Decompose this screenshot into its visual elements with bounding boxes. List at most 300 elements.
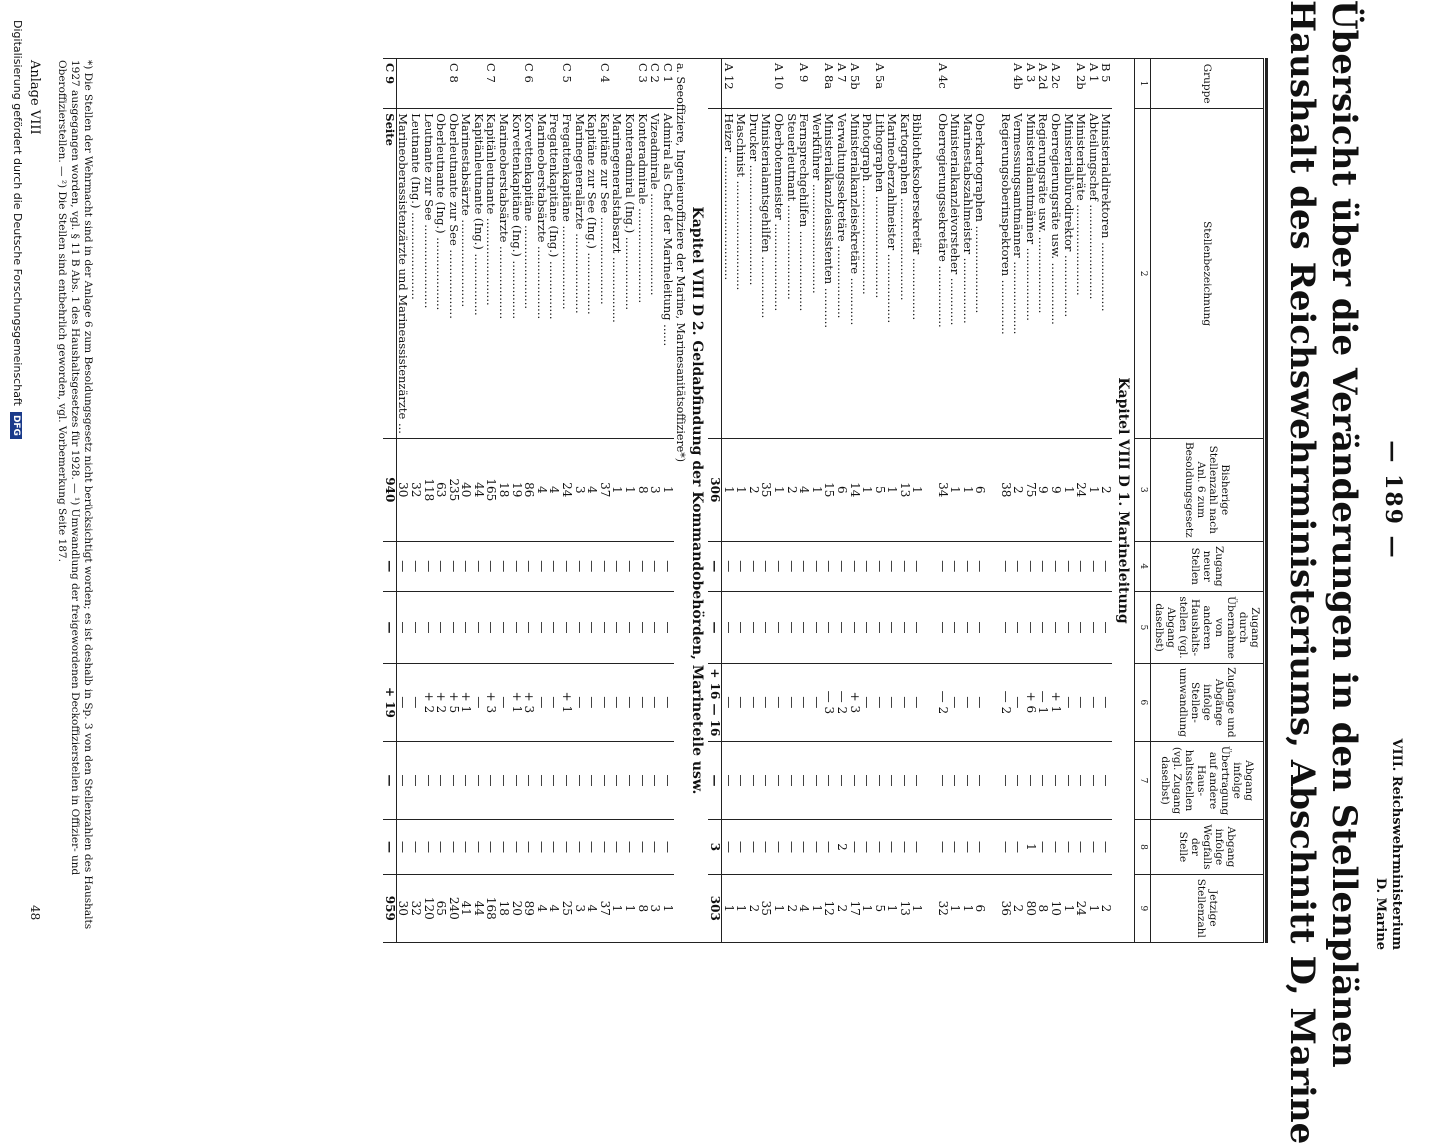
value-cell: 4 — [586, 874, 599, 942]
value-cell: + 3 — [848, 664, 861, 742]
value-cell: — — [586, 541, 599, 591]
sum-cell: 3 — [708, 820, 721, 874]
value-cell: 3 — [573, 438, 586, 541]
value-cell: — — [772, 741, 785, 819]
section-header — [1372, 738, 1404, 950]
group-cell — [409, 59, 422, 109]
sum-cell: — — [708, 741, 721, 819]
position-cell: Marineoberassistenzärzte und Marineassistenzärzte ... — [396, 109, 409, 439]
value-cell: — — [636, 664, 649, 742]
table-row — [1087, 59, 1100, 943]
group-cell — [974, 59, 987, 109]
table-row — [722, 59, 735, 943]
value-cell: — — [898, 664, 911, 742]
group-cell — [886, 59, 899, 109]
group-cell: A 4c — [936, 59, 949, 109]
value-cell: 9 — [1049, 438, 1062, 541]
value-cell: + 1 — [1049, 664, 1062, 742]
value-cell: — — [510, 541, 523, 591]
value-cell: 4 — [535, 874, 548, 942]
value-cell: — — [810, 541, 823, 591]
value-cell: — — [936, 591, 949, 663]
position-cell: Kapitänleutnante ........................ — [485, 109, 498, 439]
value-cell: — — [810, 820, 823, 874]
table-row — [898, 59, 911, 943]
value-cell: — — [523, 541, 536, 591]
value-cell: — — [798, 664, 811, 742]
page-number: — 189 — — [1380, 440, 1406, 560]
value-cell: 1 — [623, 874, 636, 942]
group-cell — [498, 59, 511, 109]
position-cell: Admiral als Chef der Marineleitung ...... — [661, 109, 674, 439]
group-cell — [472, 59, 485, 109]
value-cell: 1 — [722, 874, 735, 942]
value-cell: 240 — [447, 874, 460, 942]
value-cell: — — [611, 741, 624, 819]
value-cell: — — [898, 820, 911, 874]
value-cell: — — [798, 541, 811, 591]
value-cell: — — [396, 591, 409, 663]
value-cell: — — [760, 591, 773, 663]
table-row — [409, 59, 422, 943]
table-row — [523, 59, 536, 943]
table-row — [999, 59, 1012, 943]
value-cell: 1 — [772, 874, 785, 942]
value-cell: 1 — [661, 874, 674, 942]
value-cell: — — [661, 820, 674, 874]
value-cell: 2 — [1012, 874, 1025, 942]
value-cell: 8 — [1037, 874, 1050, 942]
value-cell: — — [472, 741, 485, 819]
value-cell: — — [961, 591, 974, 663]
sum-row-2 — [383, 59, 396, 943]
value-cell: — — [785, 664, 798, 742]
value-cell: 2 — [747, 874, 760, 942]
footnote: *) Die Stellen der Wehrmacht sind in der Anlage 6 zum Besoldungsgesetz nicht berücksichtigt worden; es ist deshalb in Sp. 3 von den Stellenzahlen des Haushalts 1927 ausgegangen worden, vgl. § 11 B Abs. 1 des Haushaltsgesetzes für 1928. — ¹) Umwandlung der freigewordenen Deckoffizierstellen in Offizier- und Oberoffizierstellen. — ²) Die Stellen sind entbehrlich geworden, vgl. Vorbemerkung Seite 187. — [56, 60, 94, 930]
column-number-3: 3 — [1135, 438, 1151, 541]
value-cell: — — [999, 741, 1012, 819]
value-cell: 5 — [873, 874, 886, 942]
value-cell: 165 — [485, 438, 498, 541]
value-cell: — — [535, 664, 548, 742]
value-cell: — — [747, 820, 760, 874]
value-cell: 5 — [873, 438, 886, 541]
table-row — [460, 59, 473, 943]
sum-cell: Seite — [383, 109, 396, 439]
value-cell: — — [823, 741, 836, 819]
value-cell: 6 — [974, 438, 987, 541]
group-cell — [999, 59, 1012, 109]
value-cell: — — [949, 664, 962, 742]
value-cell: — — [1024, 541, 1037, 591]
position-cell: Ministerialkanzleisekretäre ............. — [848, 109, 861, 439]
value-cell: — — [873, 541, 886, 591]
position-cell: Ministerialräte ......................... — [1075, 109, 1088, 439]
value-cell: — — [586, 664, 599, 742]
value-cell: 34 — [936, 438, 949, 541]
section-heading-1-text: Kapitel VIII D 1. Marineleitung — [1112, 59, 1135, 943]
value-cell: — — [785, 541, 798, 591]
value-cell: 10 — [1049, 874, 1062, 942]
value-cell — [924, 874, 937, 942]
position-cell: Marinegeneralstabsarzt .................. — [611, 109, 624, 439]
position-cell: Konteradmiral (Ing.) .................... — [623, 109, 636, 439]
value-cell: — — [735, 820, 748, 874]
value-cell: — — [409, 741, 422, 819]
value-cell: + 2 — [435, 664, 448, 742]
value-cell: — — [722, 591, 735, 663]
value-cell: — — [1037, 820, 1050, 874]
value-cell: — — [961, 664, 974, 742]
table-row — [598, 59, 611, 943]
position-cell: Maschinist .............................. — [735, 109, 748, 439]
position-cell: Marinestabszahlmeister .................. — [961, 109, 974, 439]
value-cell: — — [1049, 591, 1062, 663]
value-cell: — — [886, 664, 899, 742]
value-cell: — — [735, 664, 748, 742]
group-cell: A 2b — [1075, 59, 1088, 109]
value-cell: — — [623, 741, 636, 819]
sum-cell: — — [708, 541, 721, 591]
value-cell: — — [447, 591, 460, 663]
value-cell: — — [485, 741, 498, 819]
value-cell: — — [422, 591, 435, 663]
value-cell: — — [1012, 741, 1025, 819]
value-cell: 36 — [999, 874, 1012, 942]
value-cell: 24 — [1075, 438, 1088, 541]
value-cell — [924, 664, 937, 742]
position-cell: Leutnante (Ing.) ........................ — [409, 109, 422, 439]
value-cell: — — [772, 664, 785, 742]
value-cell: — — [974, 741, 987, 819]
value-cell: — — [747, 541, 760, 591]
value-cell: — — [472, 541, 485, 591]
table-row — [747, 59, 760, 943]
group-cell — [573, 59, 586, 109]
value-cell: — — [1087, 820, 1100, 874]
value-cell: 32 — [409, 438, 422, 541]
position-cell: Ministerialbürodirektor ................. — [1062, 109, 1075, 439]
value-cell — [986, 820, 999, 874]
value-cell: — — [435, 741, 448, 819]
value-cell: — — [1012, 664, 1025, 742]
column-number-row — [1135, 59, 1151, 943]
value-cell: — — [649, 664, 662, 742]
value-cell: 8 — [636, 438, 649, 541]
value-cell: — — [460, 741, 473, 819]
value-cell: — — [848, 741, 861, 819]
value-cell: — — [573, 664, 586, 742]
value-cell: — — [886, 591, 899, 663]
value-cell: 2 — [747, 438, 760, 541]
value-cell: — — [573, 741, 586, 819]
value-cell: — — [661, 741, 674, 819]
value-cell: — — [447, 741, 460, 819]
table-row — [760, 59, 773, 943]
value-cell: 65 — [435, 874, 448, 942]
value-cell: 120 — [422, 874, 435, 942]
value-cell: — — [611, 820, 624, 874]
position-cell: Marinestabsärzte ........................ — [460, 109, 473, 439]
value-cell: — — [422, 820, 435, 874]
table-row — [447, 59, 460, 943]
value-cell: — — [560, 541, 573, 591]
value-cell: 32 — [936, 874, 949, 942]
table-row — [586, 59, 599, 943]
value-cell: — — [785, 820, 798, 874]
value-cell: — — [472, 664, 485, 742]
value-cell: — — [649, 741, 662, 819]
column-header-6: Zugänge und Abgänge infolge Stellen-umwandlung — [1151, 664, 1264, 742]
value-cell: 1 — [661, 438, 674, 541]
value-cell: 1 — [1062, 874, 1075, 942]
value-cell: — — [649, 591, 662, 663]
value-cell: 3 — [649, 438, 662, 541]
value-cell: — — [1087, 741, 1100, 819]
value-cell: — — [447, 820, 460, 874]
value-cell — [986, 541, 999, 591]
value-cell: — — [974, 541, 987, 591]
value-cell: — — [435, 591, 448, 663]
table-row — [1012, 59, 1025, 943]
table-row — [636, 59, 649, 943]
value-cell: 4 — [548, 438, 561, 541]
table-row — [548, 59, 561, 943]
position-cell: Marineoberstabsärzte .................... — [535, 109, 548, 439]
group-cell — [586, 59, 599, 109]
value-cell: — — [649, 541, 662, 591]
group-cell: C 6 — [523, 59, 536, 109]
value-cell: — — [598, 591, 611, 663]
table-row — [1062, 59, 1075, 943]
value-cell: — — [1062, 741, 1075, 819]
value-cell: — — [873, 664, 886, 742]
value-cell: — — [586, 591, 599, 663]
group-cell — [810, 59, 823, 109]
column-number-1: 1 — [1135, 59, 1151, 109]
value-cell: — — [886, 541, 899, 591]
sum-cell: 303 — [708, 874, 721, 942]
group-cell: A 10 — [772, 59, 785, 109]
position-cell: Werkführer .............................. — [810, 109, 823, 439]
table-row — [1075, 59, 1088, 943]
value-cell: — — [898, 741, 911, 819]
value-cell: — — [611, 591, 624, 663]
group-cell — [396, 59, 409, 109]
value-cell: — — [974, 664, 987, 742]
value-cell: 13 — [898, 874, 911, 942]
value-cell: 1 — [861, 874, 874, 942]
table-row — [510, 59, 523, 943]
value-cell: — — [949, 541, 962, 591]
value-cell: 14 — [848, 438, 861, 541]
value-cell: — — [409, 541, 422, 591]
table-row — [1037, 59, 1050, 943]
dfg-logo: DFG — [10, 412, 22, 439]
group-cell: A 5a — [873, 59, 886, 109]
value-cell: — — [548, 541, 561, 591]
value-cell: — — [722, 664, 735, 742]
value-cell: — — [999, 541, 1012, 591]
value-cell: — — [810, 591, 823, 663]
value-cell: — — [886, 820, 899, 874]
value-cell: + 3 — [485, 664, 498, 742]
value-cell: — — [1075, 591, 1088, 663]
table-row — [772, 59, 785, 943]
position-cell — [924, 109, 937, 439]
value-cell: 32 — [409, 874, 422, 942]
value-cell: 118 — [422, 438, 435, 541]
value-cell: — — [835, 741, 848, 819]
table-row — [1049, 59, 1062, 943]
value-cell: 24 — [560, 438, 573, 541]
value-cell: — — [823, 541, 836, 591]
value-cell: 18 — [498, 438, 511, 541]
value-cell: — — [548, 664, 561, 742]
value-cell: — — [409, 664, 422, 742]
title-line-1: Übersicht über die Veränderungen in den Stellenplänen — [1324, 0, 1364, 1068]
value-cell: 37 — [598, 438, 611, 541]
table-row — [848, 59, 861, 943]
value-cell: 40 — [460, 438, 473, 541]
value-cell: — — [772, 541, 785, 591]
sum-cell — [708, 59, 721, 109]
value-cell: — — [523, 591, 536, 663]
group-cell — [623, 59, 636, 109]
column-header-2: Stellenbezeichnung — [1151, 109, 1264, 439]
group-cell — [510, 59, 523, 109]
value-cell: 2 — [835, 820, 848, 874]
group-cell: C 2 — [649, 59, 662, 109]
table-row — [924, 59, 937, 943]
value-cell: — — [848, 820, 861, 874]
position-cell: Verwaltungssekretäre .................... — [835, 109, 848, 439]
position-cell: Vermessungsamtmänner .................... — [1012, 109, 1025, 439]
sum-cell: 959 — [383, 874, 396, 942]
position-cell: Ministerialamtmänner .................... — [1024, 109, 1037, 439]
value-cell: — — [798, 591, 811, 663]
value-cell: — — [823, 591, 836, 663]
value-cell: — — [861, 541, 874, 591]
group-cell — [735, 59, 748, 109]
group-cell: C 8 — [447, 59, 460, 109]
column-header-7: Abgang infolge Übertragung auf andere Haus-haltsstellen (vgl. Zugang daselbst) — [1151, 741, 1264, 819]
value-cell — [924, 591, 937, 663]
group-cell — [422, 59, 435, 109]
top-rule — [1265, 58, 1268, 943]
value-cell: 1 — [911, 874, 924, 942]
value-cell: — — [1049, 541, 1062, 591]
value-cell: — — [1087, 591, 1100, 663]
value-cell: — — [911, 741, 924, 819]
position-cell: Drucker ................................. — [747, 109, 760, 439]
table-row — [435, 59, 448, 943]
value-cell: — — [1037, 741, 1050, 819]
value-cell: + 2 — [422, 664, 435, 742]
subsection-heading-2a — [674, 59, 687, 943]
value-cell: — — [573, 541, 586, 591]
table-row — [1024, 59, 1037, 943]
group-cell: B 5 — [1100, 59, 1113, 109]
value-cell: — — [835, 591, 848, 663]
value-cell: — — [1062, 591, 1075, 663]
value-cell: 8 — [636, 874, 649, 942]
position-cell: Oberkartographen ........................ — [974, 109, 987, 439]
value-cell: — — [472, 820, 485, 874]
position-cell: Oberbotenmeister ........................ — [772, 109, 785, 439]
value-cell: — — [435, 541, 448, 591]
table-row — [649, 59, 662, 943]
value-cell: — — [409, 591, 422, 663]
anlage-label: Anlage VIII — [27, 60, 42, 135]
value-cell: 89 — [523, 874, 536, 942]
table-row — [886, 59, 899, 943]
column-number-7: 7 — [1135, 741, 1151, 819]
value-cell: — — [810, 664, 823, 742]
value-cell: — 1 — [1037, 664, 1050, 742]
value-cell: — — [898, 591, 911, 663]
value-cell: — — [1075, 664, 1088, 742]
value-cell: 1 — [1087, 874, 1100, 942]
value-cell: — — [735, 591, 748, 663]
value-cell: — — [936, 820, 949, 874]
value-cell: — — [785, 741, 798, 819]
value-cell: — — [823, 820, 836, 874]
value-cell: — — [396, 741, 409, 819]
value-cell: 1 — [611, 874, 624, 942]
group-cell: C 3 — [636, 59, 649, 109]
value-cell: — — [999, 591, 1012, 663]
column-number-2: 2 — [1135, 109, 1151, 439]
value-cell: — — [661, 541, 674, 591]
value-cell: 37 — [598, 874, 611, 942]
value-cell: — — [747, 664, 760, 742]
value-cell: — — [1100, 541, 1113, 591]
value-cell: — — [460, 541, 473, 591]
value-cell: — — [911, 820, 924, 874]
table-row — [785, 59, 798, 943]
position-cell — [986, 109, 999, 439]
position-cell: Oberleutnante (Ing.) .................... — [435, 109, 448, 439]
value-cell: — — [1037, 541, 1050, 591]
value-cell: 235 — [447, 438, 460, 541]
table-row — [623, 59, 636, 943]
value-cell: 1 — [886, 874, 899, 942]
value-cell: — — [396, 664, 409, 742]
value-cell: 1 — [961, 874, 974, 942]
value-cell: 2 — [1100, 874, 1113, 942]
value-cell: 1 — [623, 438, 636, 541]
value-cell: — — [535, 541, 548, 591]
table-body — [383, 59, 1135, 943]
position-cell: Marinegeneralärzte ...................... — [573, 109, 586, 439]
value-cell: — — [485, 541, 498, 591]
value-cell: — 3 — [823, 664, 836, 742]
column-header-3: Bisherige Stellenzahl nach Anl. 6 zum Besoldungsgesetz — [1151, 438, 1264, 541]
position-cell: Ministerialkanzleiassistenten ........... — [823, 109, 836, 439]
table-row — [396, 59, 409, 943]
value-cell: 1 — [861, 438, 874, 541]
value-cell: — — [785, 591, 798, 663]
position-cell: Ministerialkanzleivorsteher ............. — [949, 109, 962, 439]
value-cell: — — [722, 820, 735, 874]
value-cell: — — [936, 741, 949, 819]
group-cell — [435, 59, 448, 109]
value-cell: + 6 — [1024, 664, 1037, 742]
group-cell — [924, 59, 937, 109]
value-cell: + 1 — [460, 664, 473, 742]
value-cell: — — [460, 820, 473, 874]
